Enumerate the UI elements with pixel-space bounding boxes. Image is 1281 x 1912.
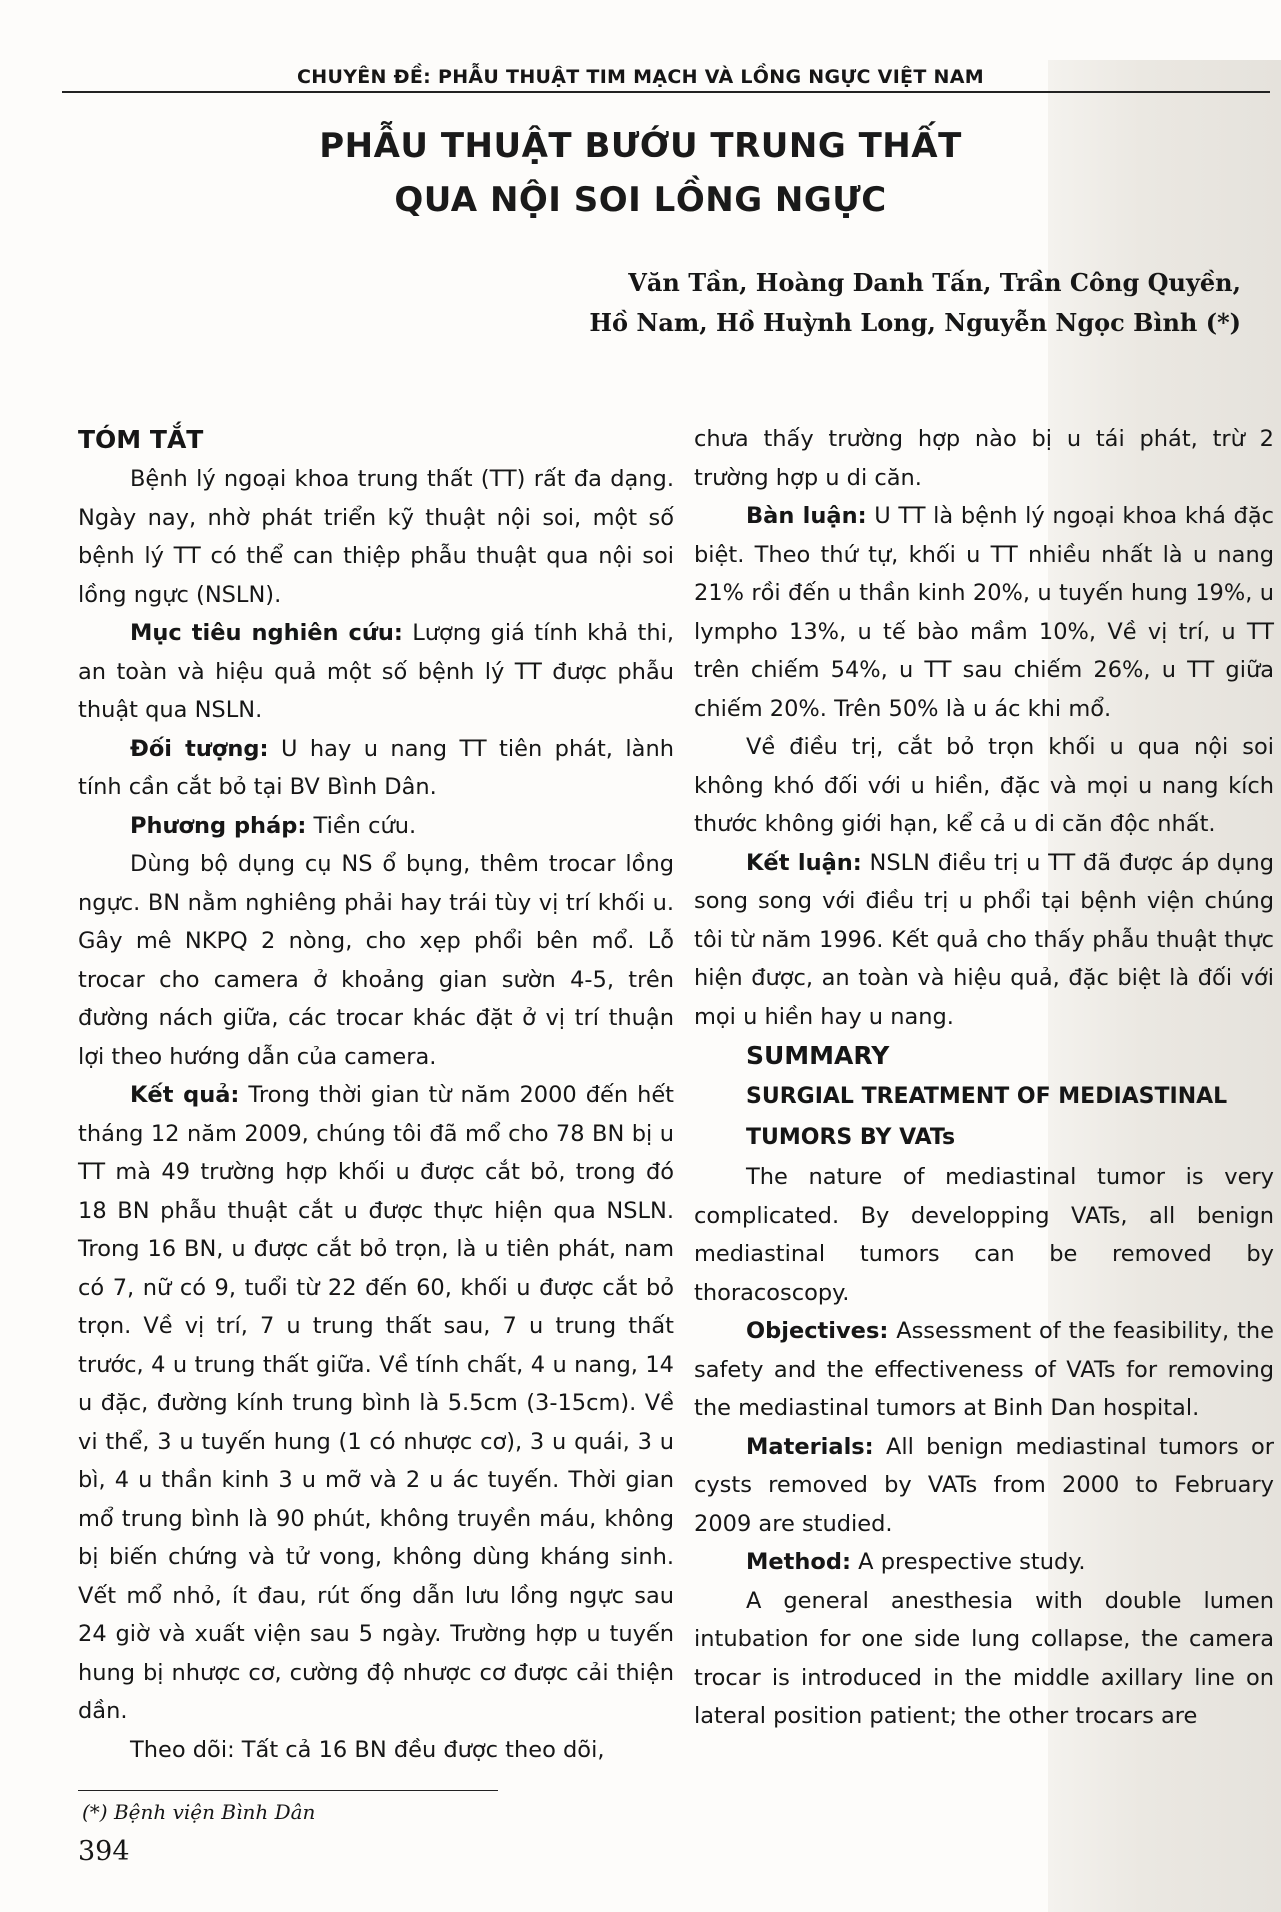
summary-method-text: A prespective study. bbox=[851, 1549, 1086, 1575]
summary-objectives bbox=[694, 1312, 1274, 1428]
summary-title-line2: TUMORS BY VATs bbox=[746, 1125, 956, 1150]
summary-materials-text: All benign mediastinal tumors or cysts removed by VATs from 2000 to February 2009 are studied. bbox=[694, 1433, 1274, 1537]
affiliation-footnote: (*) Bệnh viện Bình Dân bbox=[82, 1800, 316, 1824]
discussion-label: Bàn luận: bbox=[746, 503, 867, 529]
conclusion-text: NSLN điều trị u TT đã được áp dụng song song với điều trị u phổi tại bệnh viện chúng tôi từ năm 1996. Kết quả cho thấy phẫu thuật thực hiện được, an toàn và hiệu quả, đặc biệt là đối với mọi u hiền hay u nang. bbox=[694, 849, 1274, 1030]
method-paragraph bbox=[78, 807, 674, 846]
followup-continued: chưa thấy trường hợp nào bị u tái phát, trừ 2 trường hợp u di căn. bbox=[694, 426, 1274, 491]
right-column bbox=[694, 420, 1274, 1736]
results-text: Trong thời gian từ năm 2000 đến hết tháng 12 năm 2009, chúng tôi đã mổ cho 78 BN bị u TT mà 49 trường hợp khối u được cắt bỏ, trong đó 18 BN phẫu thuật cắt u được thực hiện qua NSLN. Trong 16 BN, u được cắt bỏ trọn, là u tiên phát, nam có 7, nữ có 9, tuổi từ 22 đến 60, khối u được cắt bỏ trọn. Về vị trí, 7 u trung thất sau, 7 u trung thất trước, 4 u trung thất giữa. Về tính chất, 4 u nang, 14 u đặc, đường kính trung bình là 5.5cm (3-15cm). Về vi thể, 3 u tuyến hung (1 có nhược cơ), 3 u quái, 3 u bì, 4 u thần kinh 3 u mỡ và 2 u ác tuyến. Thời gian mổ trung bình là 90 phút, không truyền máu, không bị biến chứng và tử vong, không dùng kháng sinh. Vết mổ nhỏ, ít đau, rút ống dẫn lưu lồng ngực sau 24 giờ và xuất viện sau 5 ngày. Trường hợp u tuyến hung bị nhược cơ, cường độ nhược cơ được cải thiện dần. bbox=[78, 1082, 674, 1724]
objective-paragraph bbox=[78, 614, 674, 730]
method-label: Phương pháp: bbox=[130, 812, 307, 839]
subjects-paragraph bbox=[78, 730, 674, 807]
followup-paragraph: Theo dõi: Tất cả 16 BN đều được theo dõi, bbox=[130, 1736, 605, 1763]
results-paragraph bbox=[78, 1076, 674, 1731]
summary-method-detail: A general anesthesia with double lumen intubation for one side lung collapse, the camera trocar is introduced in the middle axillary line on lateral position patient; the other trocars are bbox=[694, 1587, 1274, 1729]
objective-label: Mục tiêu nghiên cứu: bbox=[130, 620, 403, 646]
summary-intro: The nature of mediastinal tumor is very complicated. By developping VATs, all benign mediastinal tumors can be removed by thoracoscopy. bbox=[694, 1164, 1274, 1306]
method-text: Tiền cứu. bbox=[306, 812, 417, 839]
conclusion-label: Kết luận: bbox=[746, 849, 862, 876]
subjects-text: U hay u nang TT tiên phát, lành tính cần cắt bỏ tại BV Bình Dân. bbox=[78, 735, 674, 800]
summary-materials bbox=[694, 1428, 1274, 1544]
summary-materials-label: Materials: bbox=[746, 1433, 874, 1460]
article-title-line1: PHẪU THUẬT BƯỚU TRUNG THẤT bbox=[319, 126, 962, 166]
summary-objectives-label: Objectives: bbox=[746, 1318, 889, 1344]
discussion-text: U TT là bệnh lý ngoại khoa khá đặc biệt. Theo thứ tự, khối u TT nhiều nhất là u nang 21% rồi đến u thần kinh 20%, u tuyến hung 19%, u lympho 13%, u tế bào mầm 10%, Về vị trí, u TT trên chiếm 54%, u TT sau chiếm 26%, u TT giữa chiếm 20%. Trên 50% là u ác khi mổ. bbox=[694, 503, 1275, 722]
summary-method bbox=[694, 1543, 1274, 1582]
running-header: CHUYÊN ĐỀ: PHẪU THUẬT TIM MẠCH VÀ LỒNG NGỰC VIỆT NAM bbox=[297, 66, 984, 88]
objective-text: Lượng giá tính khả thi, an toàn và hiệu quả một số bệnh lý TT được phẫu thuật qua NSLN. bbox=[78, 620, 675, 723]
method-detail: Dùng bộ dụng cụ NS ổ bụng, thêm trocar lồng ngực. BN nằm nghiêng phải hay trái tùy vị trí khối u. Gây mê NKPQ 2 nòng, cho xẹp phổi bên mổ. Lỗ trocar cho camera ở khoảng gian sườn 4-5, trên đường nách giữa, các trocar khác đặt ở vị trí thuận lợi theo hướng dẫn của camera. bbox=[78, 851, 674, 1070]
authors-line1: Văn Tần, Hoàng Danh Tấn, Trần Công Quyền, bbox=[628, 268, 1241, 297]
footnote-rule bbox=[78, 1790, 498, 1791]
conclusion-paragraph bbox=[694, 844, 1274, 1037]
abstract-intro: Bệnh lý ngoại khoa trung thất (TT) rất đa dạng. Ngày nay, nhờ phát triển kỹ thuật nội soi, một số bệnh lý TT có thể can thiệp phẫu thuật qua nội soi lồng ngực (NSLN). bbox=[78, 466, 674, 608]
summary-heading: SUMMARY bbox=[746, 1041, 890, 1070]
discussion-paragraph bbox=[694, 497, 1274, 728]
left-column bbox=[78, 420, 674, 1769]
header-rule bbox=[62, 91, 1270, 93]
summary-method-label: Method: bbox=[746, 1549, 851, 1575]
summary-title-line1: SURGIAL TREATMENT OF MEDIASTINAL bbox=[746, 1084, 1228, 1109]
article-title-line2: QUA NỘI SOI LỒNG NGỰC bbox=[394, 180, 887, 220]
results-label: Kết quả: bbox=[130, 1082, 240, 1108]
treatment-paragraph: Về điều trị, cắt bỏ trọn khối u qua nội soi không khó đối với u hiền, đặc và mọi u nang kích thước không giới hạn, kể cả u di căn độc nhất. bbox=[694, 734, 1274, 837]
authors-line2: Hồ Nam, Hồ Huỳnh Long, Nguyễn Ngọc Bình (*) bbox=[589, 308, 1241, 337]
page-number: 394 bbox=[78, 1836, 130, 1867]
abstract-heading: TÓM TẮT bbox=[78, 425, 204, 454]
subjects-label: Đối tượng: bbox=[130, 735, 269, 762]
summary-objectives-text: Assessment of the feasibility, the safety and the effectiveness of VATs for removing the mediastinal tumors at Binh Dan hospital. bbox=[694, 1318, 1274, 1421]
